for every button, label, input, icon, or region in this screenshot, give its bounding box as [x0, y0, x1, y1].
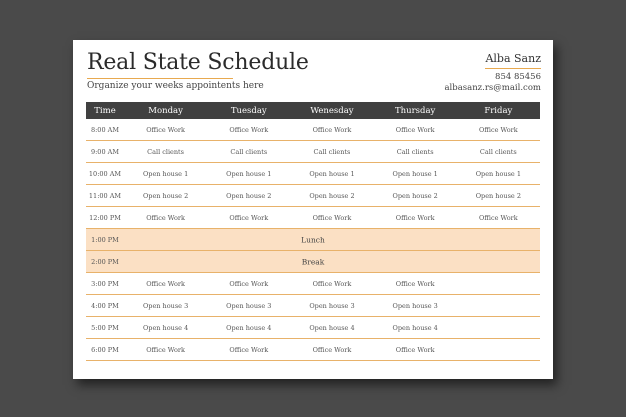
schedule-cell: Office Work	[312, 279, 352, 288]
table-row	[86, 295, 540, 317]
schedule-cell: Office Work	[478, 125, 518, 134]
schedule-cell: Office Work	[395, 213, 435, 222]
schedule-cell: Open house 4	[392, 323, 438, 332]
table-header	[86, 102, 540, 119]
contact-email: albasanz.rs@mail.com	[444, 83, 541, 93]
time-cell: 10:00 AM	[88, 169, 122, 178]
table-row	[86, 141, 540, 163]
contact-underline	[485, 68, 541, 69]
schedule-cell: Office Work	[229, 125, 269, 134]
schedule-cell: Office Work	[229, 279, 269, 288]
time-cell: 1:00 PM	[91, 235, 119, 244]
schedule-cell: Open house 4	[142, 323, 189, 332]
schedule-cell: Open house 1	[392, 169, 438, 178]
column-header-thursday: Thursday	[394, 105, 436, 116]
table-row	[86, 119, 540, 141]
schedule-cell: Open house 4	[226, 323, 272, 332]
title-underline	[87, 78, 233, 79]
schedule-cell: Open house 1	[309, 169, 355, 178]
table-row	[86, 273, 540, 295]
schedule-table	[86, 102, 540, 361]
contact-phone: 854 85456	[495, 72, 541, 82]
schedule-cell: Open house 2	[392, 191, 438, 200]
schedule-cell: Office Work	[312, 345, 352, 354]
schedule-cell: Office Work	[395, 345, 435, 354]
table-row	[86, 163, 540, 185]
schedule-cell: Open house 3	[309, 301, 355, 310]
schedule-cell: Open house 2	[142, 191, 189, 200]
table-row	[86, 185, 540, 207]
schedule-cell: Open house 2	[226, 191, 272, 200]
schedule-cell: Open house 1	[226, 169, 272, 178]
page-subtitle: Organize your weeks appointents here	[87, 81, 264, 91]
schedule-cell: Call clients	[313, 147, 351, 156]
schedule-cell: Call clients	[396, 147, 434, 156]
schedule-cell: Open house 1	[475, 169, 521, 178]
schedule-cell: Office Work	[229, 213, 269, 222]
contact-name: Alba Sanz	[485, 52, 541, 65]
schedule-cell: Office Work	[395, 125, 435, 134]
schedule-cell: Open house 3	[142, 301, 189, 310]
schedule-cell: Open house 4	[309, 323, 355, 332]
schedule-cell: Open house 3	[392, 301, 438, 310]
break-row	[86, 251, 540, 273]
column-header-friday: Friday	[484, 105, 513, 116]
lunch-label: Lunch	[301, 235, 325, 244]
page-title: Real State Schedule	[87, 50, 309, 75]
time-cell: 8:00 AM	[90, 125, 119, 134]
time-cell: 12:00 PM	[89, 213, 121, 222]
time-cell: 9:00 AM	[90, 147, 119, 156]
time-cell: 2:00 PM	[91, 257, 119, 266]
schedule-cell: Office Work	[312, 213, 352, 222]
schedule-cell: Call clients	[479, 147, 517, 156]
column-header-wednesday: Wenesday	[310, 105, 354, 116]
schedule-cell: Office Work	[146, 279, 185, 288]
column-header-monday: Monday	[148, 105, 183, 116]
schedule-cell: Open house 2	[309, 191, 355, 200]
schedule-cell: Open house 1	[142, 169, 189, 178]
time-cell: 6:00 PM	[91, 345, 119, 354]
time-cell: 5:00 PM	[91, 323, 119, 332]
time-cell: 3:00 PM	[91, 279, 119, 288]
schedule-sheet	[73, 40, 553, 379]
schedule-cell: Office Work	[312, 125, 352, 134]
table-row	[86, 207, 540, 229]
break-label: Break	[301, 257, 325, 266]
lunch-row	[86, 229, 540, 251]
schedule-cell: Office Work	[478, 213, 518, 222]
schedule-cell: Open house 2	[475, 191, 521, 200]
table-row	[86, 317, 540, 339]
time-cell: 4:00 PM	[91, 301, 119, 310]
schedule-cell: Open house 3	[226, 301, 272, 310]
schedule-cell: Office Work	[146, 213, 185, 222]
column-header-tuesday: Tuesday	[230, 105, 267, 116]
schedule-cell: Office Work	[146, 345, 185, 354]
column-header-time: Time	[94, 105, 116, 116]
schedule-cell: Office Work	[146, 125, 185, 134]
schedule-cell: Call clients	[230, 147, 268, 156]
schedule-cell: Call clients	[147, 147, 185, 156]
contact-block	[444, 52, 541, 94]
table-row	[86, 339, 540, 361]
schedule-cell: Office Work	[229, 345, 269, 354]
time-cell: 11:00 AM	[88, 191, 122, 200]
schedule-cell: Office Work	[395, 279, 435, 288]
